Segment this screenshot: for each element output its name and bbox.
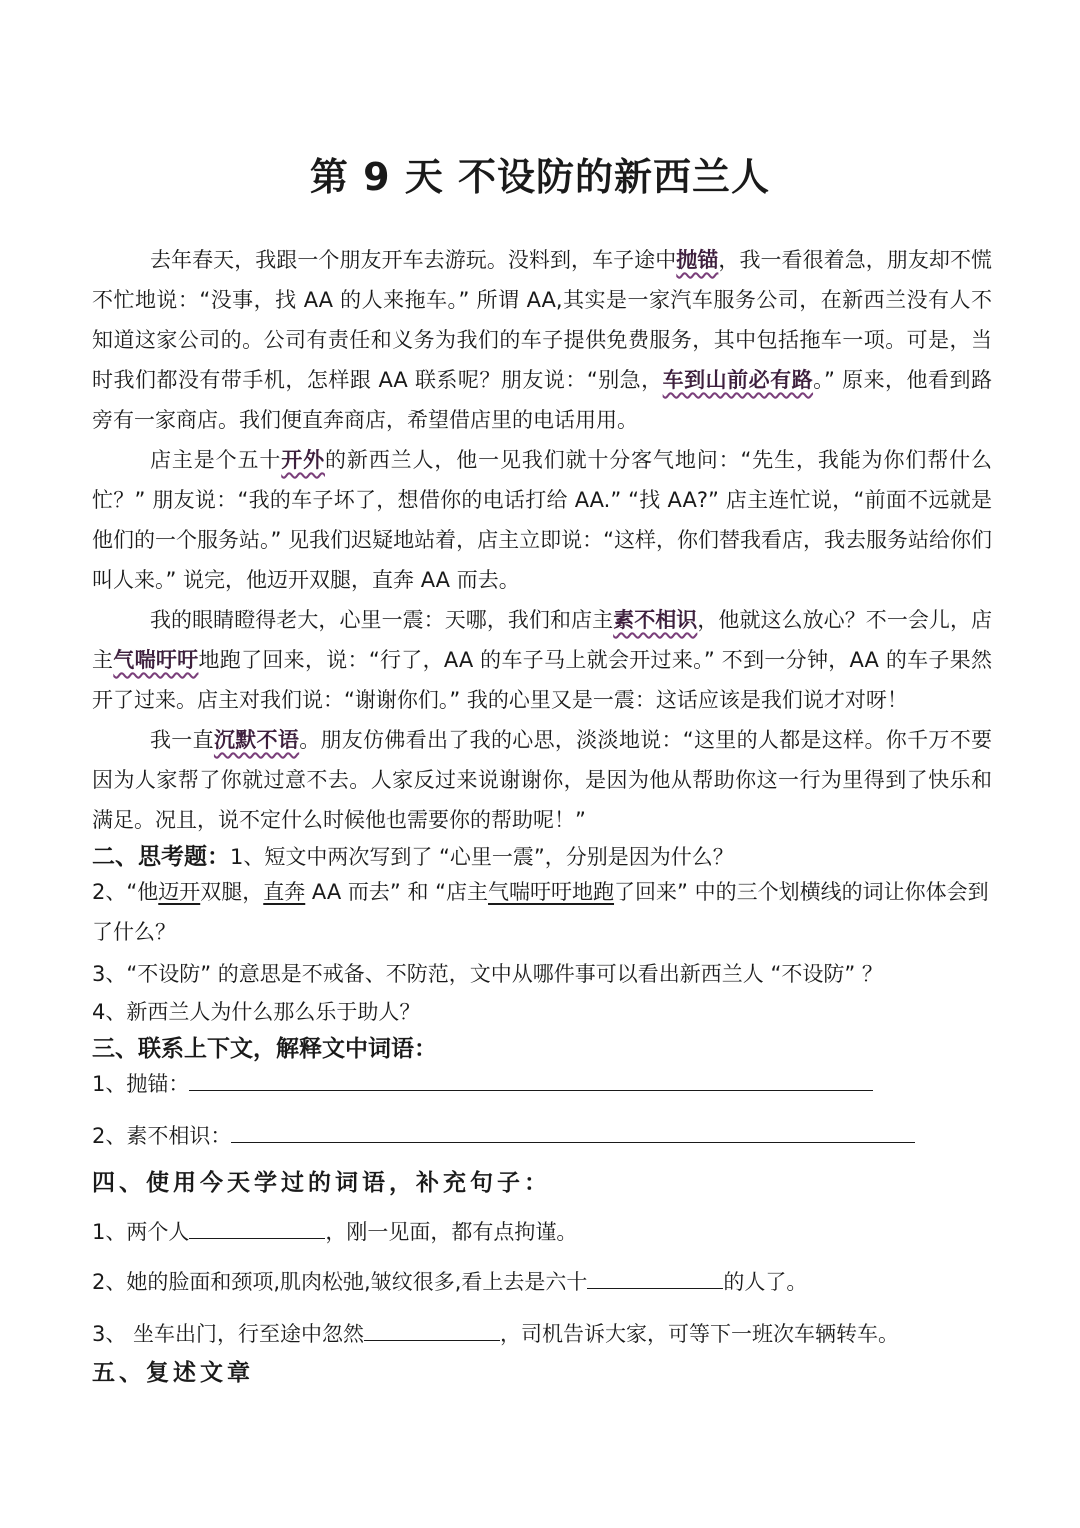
underlined-word-qichuanxuxu: 气喘吁吁地跑 — [488, 880, 615, 904]
sentence-2 — [92, 1266, 807, 1296]
sentence-text: 的人了。 — [723, 1270, 808, 1294]
fill-blank[interactable] — [189, 1216, 325, 1239]
passage-text: 。朋友仿佛看出了我的心思，淡淡地说：“这里的人都是这样。你千万不要因为人家帮了你就过意不去。人家反过来说谢谢你，是因为他从帮助你这一行为里得到了快乐和满足。况且，说不定什么时候他也需要你的帮助呢！” — [92, 728, 992, 832]
sentence-1 — [92, 1216, 577, 1246]
sentence-3 — [92, 1318, 899, 1348]
question-1: 1、短文中两次写到了 “心里一震”，分别是因为什么？ — [230, 845, 734, 869]
passage-paragraph-4 — [92, 720, 992, 840]
question-text: 了回来” 中的三个划横线的词让你体会到了什么？ — [92, 880, 989, 944]
passage-paragraph-3 — [92, 600, 992, 720]
keyword-paomao: 抛锚 — [676, 248, 719, 272]
keyword-chedaoshanqian: 车到山前必有路 — [662, 368, 814, 392]
passage-text: 我的眼睛瞪得老大，心里一震：天哪，我们和店主 — [150, 608, 614, 632]
passage-text: 我一直 — [150, 728, 214, 752]
fill-blank[interactable] — [364, 1318, 500, 1341]
page-title: 第 9 天 不设防的新西兰人 — [309, 155, 771, 199]
keyword-chenmobuyu: 沉默不语 — [213, 728, 300, 752]
passage-paragraph-1 — [92, 240, 992, 440]
sentence-text: ，刚一见面，都有点拘谨。 — [325, 1220, 578, 1244]
sentence-text: 1、两个人 — [92, 1220, 190, 1244]
answer-blank[interactable] — [189, 1068, 873, 1091]
section-2-heading: 二、思考题： — [92, 844, 230, 870]
passage-paragraph-2 — [92, 440, 992, 600]
reading-passage — [92, 240, 992, 840]
section-4-heading: 四、使用今天学过的词语，补充句子： — [92, 1170, 551, 1196]
underlined-word-maikai: 迈开 — [158, 880, 201, 904]
question-3: 3、“不设防” 的意思是不戒备、不防范，文中从哪件事可以看出新西兰人 “不设防” ？ — [92, 962, 883, 986]
question-4: 4、新西兰人为什么那么乐于助人？ — [92, 1000, 421, 1024]
question-text: AA 而去” 和 “店主 — [305, 880, 489, 904]
passage-text: 地跑了回来，说：“行了，AA 的车子马上就会开过来。” 不到一分钟，AA 的车子果然开了过来。店主对我们说：“谢谢你们。” 我的心里又是一震：这话应该是我们说才对呀！ — [92, 648, 993, 712]
keyword-qichuanxuxu: 气喘吁吁 — [113, 648, 199, 672]
fill-blank[interactable] — [587, 1266, 723, 1289]
keyword-subuxiangshi: 素不相识 — [613, 608, 698, 632]
passage-text: ，我一看很着急，朋友却不慌不忙地说：“没事，找 AA 的人来拖车。” 所谓 AA,其实是一家汽车服务公司，在新西兰没有人不知道这家公司的。公司有责任和义务为我们的车子提供免费服务，其中包括拖车一项。可是，当时我们都没有带手机，怎样跟 AA 联系呢？朋友说：“别急， — [92, 248, 993, 392]
sentence-text: ，司机告诉大家，可等下一班次车辆转车。 — [500, 1322, 900, 1346]
passage-text: 的新西兰人，他一见我们就十分客气地问：“先生，我能为你们帮什么忙？” 朋友说：“我的车子坏了，想借你的电话打给 AA.” “找 AA?” 店主连忙说，“前面不远就是他们的一个服务站。” 见我们迟疑地站着，店主立即说：“这样，你们替我看店，我去服务站给你们叫人来。” 说完，他迈开双腿，直奔 AA 而去。 — [92, 448, 993, 592]
passage-text: ，他就这么放心？不一会儿，店主 — [92, 608, 993, 672]
keyword-kaiwai: 开外 — [281, 448, 325, 472]
explain-item-label: 2、素不相识： — [92, 1124, 232, 1148]
explain-item-2 — [92, 1120, 915, 1150]
question-text: 2、“他 — [92, 880, 159, 904]
answer-blank[interactable] — [231, 1120, 915, 1143]
passage-text: 店主是个五十 — [150, 448, 282, 472]
explain-item-label: 1、抛锚： — [92, 1072, 190, 1096]
passage-text: 去年春天，我跟一个朋友开车去游玩。没料到，车子途中 — [150, 248, 677, 272]
section-2-first-line — [92, 838, 734, 871]
passage-text: 。” 原来，他看到路旁有一家商店。我们便直奔商店，希望借店里的电话用用。 — [92, 368, 993, 432]
question-text: 双腿， — [200, 880, 264, 904]
underlined-word-zhiben: 直奔 — [263, 880, 306, 904]
sentence-text: 3、 坐车出门，行至途中忽然 — [92, 1322, 365, 1346]
explain-item-1 — [92, 1068, 873, 1098]
section-5-heading: 五、复述文章 — [92, 1360, 254, 1386]
question-2 — [92, 872, 992, 952]
sentence-text: 2、她的脸面和颈项,肌肉松弛,皱纹很多,看上去是六十 — [92, 1270, 588, 1294]
section-3-heading: 三、联系上下文，解释文中词语： — [92, 1036, 437, 1062]
